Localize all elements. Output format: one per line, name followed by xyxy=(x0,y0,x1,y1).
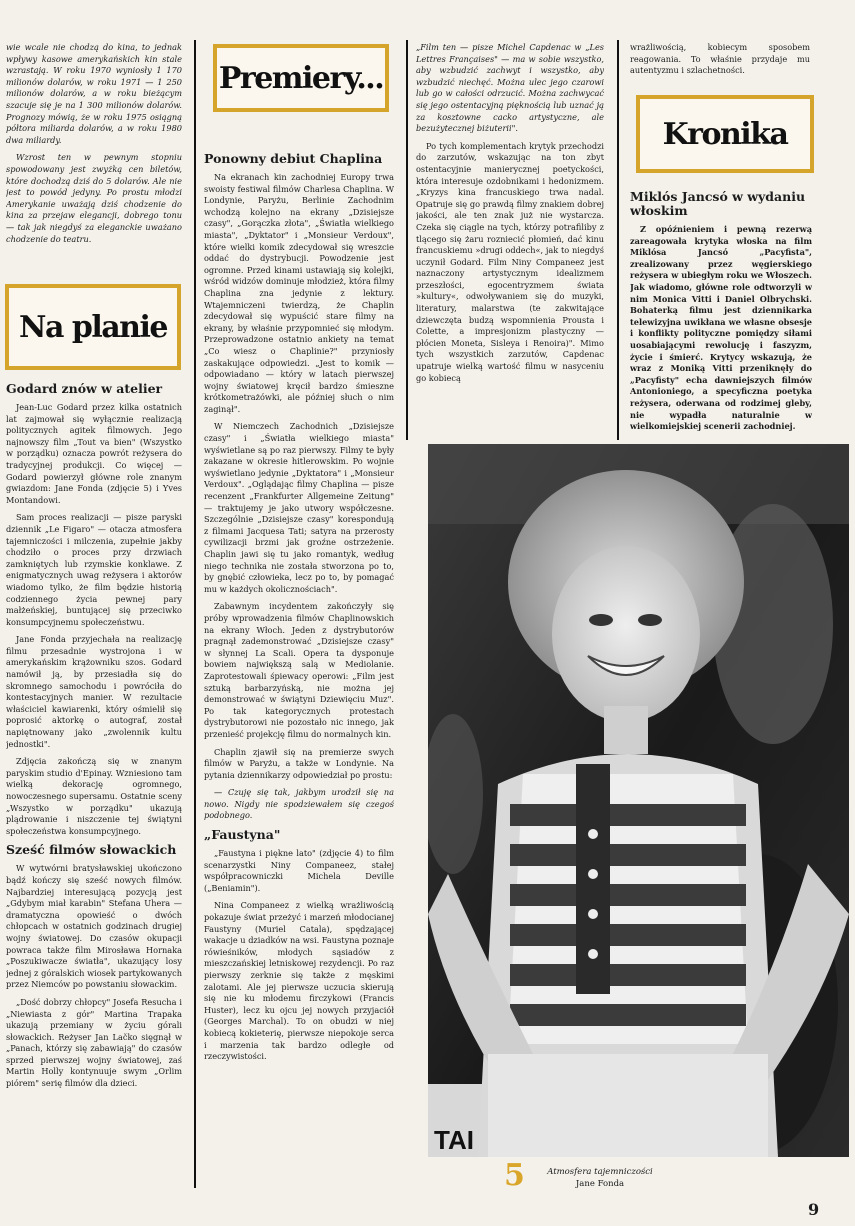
premiery-header-box xyxy=(213,44,389,112)
page-number: 9 xyxy=(808,1200,820,1219)
capdenac-quote: „Film ten — pisze Michel Capdenac w „Les Lettres Françaises" — ma w sobie wszystko, aby wzbudzić zachwyt i wszystko, aby wzbudzić niechęć. Można ulec jego czarowi lub go w całości odrzucić. Można zachwycać się jego ostentacyjną pięknością lub uznać ją za kosztowne cacko artystyczne, ale bezużytecznej biżuterii". xyxy=(416,42,604,134)
slovak-paragraph-2: „Dość dobrzy chłopcy" Josefa Resucha i „Niewiasta z gór" Martina Trapaka ukazują przemiany w życiu górali słowackich. Reżyser Jan Lačko sięgnął w „Panach, którzy się zabawiają" do czasów sprzed pierwszej wojny światowej, zaś Martin Holly kontynuuje swym „Orlim piórem" serię filmów dla dzieci. xyxy=(6,996,182,1089)
photo-illustration xyxy=(428,444,849,1157)
godard-heading: Godard znów w atelier xyxy=(6,381,163,396)
column-2-articles xyxy=(204,148,394,1190)
striped-top xyxy=(508,764,748,1044)
photo-caption xyxy=(530,1166,670,1190)
kronika-title: Kronika xyxy=(662,116,788,152)
column-1-articles xyxy=(6,378,182,1190)
jane-fonda-photo xyxy=(428,444,849,1157)
slovak-paragraph-1: W wytwórni bratysławskiej ukończono bądź kończy się sześć nowych filmów. Najbardziej interesującą pozycją jest „Gdybym miał karabin" Stefana Uhera — dramatyczna opowieść o dwóch chłopcach w ostatnich godzinach drugiej wojny światowej. Do czasów okupacji powraca także film Mirosława Hornaka „Poszukiwacze światła", ukazujący losy jednej z góralskich wiosek partykowanych przez Niemców po powstaniu słowackim. xyxy=(6,863,182,990)
chaplin-paragraph-4: Chaplin zjawił się na premierze swych filmów w Paryżu, a także w Londynie. Na pytania dziennikarzy odpowiedział po prostu: xyxy=(204,746,394,780)
chaplin-quote: — Czuję się tak, jakbym urodził się na nowo. Nigdy nie spodziewałem się czegoś podobnego. xyxy=(204,787,394,821)
na-planie-title: Na planie xyxy=(19,309,167,345)
capdenac-paragraph: Po tych komplementach krytyk przechodzi do zarzutów, wskazując na ton zbyt ostentacyjnie manierycznej poetyckości, która interesuje ozdobnikami i hedonizmem. „Kryzys kina francuskiego trwa nadal. Opatruje się go prawdą filmy znakiem dobrej jakości, ale ten znak już nie wystarcza. Czeka się ciągle na tych, którzy potrafiliby z tlącego się żaru rozniecić płomień, dać kinu francuskiemu »drugi oddech«, jak to niegdyś uczynił Godard. Film Niny Companeez jest naznaczony artystycznym idealizmem przeszłości, egocentryzmem świata »kultury«, odwoływaniem się do muzyki, literatury, malarstwa (te zakwitające dziewczęta budzą wspomnienia Prousta i Colette, a impresjonizm plastyczny — płócien Moneta, Sisleya i Renoira)". Mimo tych wszystkich zarzutów, Capdenac upatruje wielką wartość filmu w nasyceniu go kobiecą xyxy=(416,140,604,383)
premiery-title: Premiery... xyxy=(218,60,384,96)
column-divider-1 xyxy=(194,40,196,1188)
column-divider-3 xyxy=(617,40,619,440)
chaplin-paragraph-1: Na ekranach kin zachodniej Europy trwa swoisty festiwal filmów Charlesa Chaplina. W Londynie, Paryżu, Berlinie Zachodnim wchodzą kolejno na ekrany „Dzisiejsze czasy", „Gorączka złota", „Światła wielkiego miasta", „Dyktator" i „Monsieur Verdoux", które wielki komik zdecydował się wreszcie oddać do dystrybucji. Powodzenie jest ogromne. Przed kinami ustawiają się kolejki, wśród widzów dominuje młodzież, która filmy Chaplina zna jedynie z lektury. Wtajemniczeni twierdzą, że Chaplin zdecydował się wypuścić stare filmy na ekrany, by właśnie przypomnieć się młodym. Przeprowadzone ostatnio ankiety na temat „Co wiesz o Chaplinie?" przyniosły zaskakujące odpowiedzi. „Jest to komik — odpowiadano — który w latach pierwszej wojny światowej kręcił bardzo śmieszne krótkometrażówki, ale później słuch o nim zaginął". xyxy=(204,172,394,414)
photo-number: 5 xyxy=(504,1158,525,1193)
column-3-text xyxy=(416,42,604,440)
chaplin-heading: Ponowny debiut Chaplina xyxy=(204,151,383,166)
faustyna-heading: „Faustyna" xyxy=(204,827,281,843)
jancso-paragraph: Z opóźnieniem i pewną rezerwą zareagowała krytyka włoska na film Miklósa Jancsó „Pacyfista", zrealizowany przez węgierskiego reżysera w ubiegłym roku we Włoszech. Jak wiadomo, główne role odtworzyli w nim Monica Vitti i Daniel Olbrychski. Bohaterką filmu jest dziennikarka telewizyjna uwikłana we własne obsesje i konflikty polityczne pomiędzy siłami uosabiającymi rewolucję i faszyzm, życie i śmierć. Krytycy wskazują, że wraz z Moniką Vitti przeniknęły do „Pacyfisty" echa dawniejszych filmów Antonioniego, a specyficzna poetyka reżysera, oderwana od rodzimej gleby, nie wypadła naturalnie w wielkomiejskiej scenerii zachodniej. xyxy=(630,224,812,432)
intro-paragraph-2: Wzrost ten w pewnym stopniu spowodowany jest zwyżką cen biletów, które dochodzą dziś do 5 dolarów. Ale nie jest to powód jedyny. Po prostu młodzi Amerykanie uważają dziś chodzenie do kina za przejaw elegancji, dobrego tonu — tak jak niegdyś za eleganckie uważano chodzenie do teatru. xyxy=(6,152,182,244)
column-4-top xyxy=(630,42,810,90)
background-sign-text: TAI xyxy=(434,1125,474,1155)
faustyna-paragraph-2: Nina Companeez z wielką wrażliwością pokazuje świat przeżyć i marzeń młodocianej Faustyny (Muriel Catala), spędzającej wakacje u dziadków na wsi. Faustyna poznaje rówieśników, młodych sąsiadów z mieszczańskiej letniskowej rezydencji. Po raz pierwszy zerknie się także z męskimi zalotami. Ale jej pierwsze uczucia skierują się nie ku młodemu firczykowi (Francis Huster), lecz ku ojcu jej nowych przyjaciół (Georges Marchal). To on obudzi w niej kobiecą kokieterię, pierwsze niepokoje serca i marzenia tak bardzo odległe od rzeczywistości. xyxy=(204,900,394,1062)
godard-paragraph-4: Zdjęcia zakończą się w znanym paryskim studio d'Epinay. Wzniesiono tam wielką dekorację ogromnego, nowoczesnego supersamu. Ostatnie sceny „Wszystko w porządku" ukazują plądrowanie i niszczenie tej świątyni społeczeństwa konsumpcyjnego. xyxy=(6,756,182,836)
faustyna-paragraph-1: „Faustyna i piękne lato" (zdjęcie 4) to film scenarzystki Niny Companeez, stałej współpracowniczki Michela Deville („Beniamin"). xyxy=(204,848,394,893)
godard-paragraph-1: Jean-Luc Godard przez kilka ostatnich lat zajmował się wyłącznie realizacją politycznych agitek filmowych. Jego najnowszy film „Tout va bien" (Wszystko w porządku) oznacza powrót reżysera do tradycyjnej produkcji. Co więcej — Godard powierzył główne role znanym gwiazdom: Jane Fonda (zdjęcie 5) i Yves Montandowi. xyxy=(6,402,182,505)
slovak-films-heading: Sześć filmów słowackich xyxy=(6,842,177,858)
caption-title: Atmosfera tajemniczości xyxy=(547,1167,653,1177)
column-divider-2 xyxy=(406,40,408,440)
column-1-top xyxy=(6,42,182,267)
na-planie-header-box xyxy=(5,284,181,370)
kronika-header-box xyxy=(636,95,814,173)
intro-paragraph-1: wie wcale nie chodzą do kina, to jednak wpływy kasowe amerykańskich kin stale wzrastają. W roku 1970 wyniosły 1 170 milionów dolarów, w roku 1971 — 1 250 milionów dolarów, a w roku bieżącym szacuje się je na 1 300 milionów dolarów. Prognozy mówią, że w roku 1975 osiągną półtora miliarda dolarów, a w roku 1980 dwa miliardy. xyxy=(6,42,182,145)
caption-name: Jane Fonda xyxy=(575,1179,625,1189)
godard-paragraph-2: Sam proces realizacji — pisze paryski dziennik „Le Figaro" — otacza atmosfera tajemniczości i milczenia, zupełnie jakby chodziło o proces przy drzwiach zamkniętych lub rzymskie konklawe. Z enigmatycznych uwag reżysera i aktorów wiadomo tylko, że film będzie historią codziennego życia pewnej pary małżeńskiej, buntującej się przeciwko konsumpcyjnemu społeczeństwu. xyxy=(6,512,182,627)
column-4-article xyxy=(630,186,812,436)
chaplin-paragraph-2: W Niemczech Zachodnich „Dzisiejsze czasy" i „Światła wielkiego miasta" wyświetlane są po raz pierwszy. Filmy te były zakazane w okresie hitlerowskim. Po wojnie wyświetlano jedynie „Dyktatora" i „Monsieur Verdoux". „Oglądając filmy Chaplina — pisze recenzent „Frankfurter Allgemeine Zeitung" — traktujemy je jako utwory współczesne. Szczególnie „Dzisiejsze czasy" korespondują z filmami Jacquesa Tati; satyra na przerosty cywilizacji brzmi jak groźne ostrzeżenie. Chaplin jawi się tu jako romantyk, według niego technika nie została stworzona po to, by gnębić człowieka, lecz po to, by pomagać mu w każdych okolicznościach". xyxy=(204,421,394,594)
chaplin-paragraph-3: Zabawnym incydentem zakończyły się próby wprowadzenia filmów Chaplinowskich na ekrany Włoch. Jeden z dystrybutorów pragnął zademonstrować „Dzisiejsze czasy" w słynnej La Scali. Opera ta dysponuje bowiem największą salą w Mediolanie. Zaprotestowali śpiewacy operowi: „Film jest sztuką barbarzyńską, nie można jej demonstrować w świątyni Dziewięciu Muz". Po tak kategorycznych protestach dystrybutorowi nie pozostało nic innego, jak przenieść projekcję filmu do normalnych kin. xyxy=(204,601,394,739)
col4-continuation: wrażliwością, kobiecym sposobem reagowania. To właśnie przydaje mu autentyzmu i szlachetności. xyxy=(630,42,810,76)
jancso-heading: Miklós Jancsó w wydaniu włoskim xyxy=(630,189,806,218)
godard-paragraph-3: Jane Fonda przyjechała na realizację filmu przesadnie wystrojona i w amerykańskim krążowniku szos. Godard namówił ją, by przesiadła się do skromnego samochodu i powróciła do kontestacyjnych manier. W rezultacie właściciel kawiarenki, który ośmielił się poprosić aktorkę o autograf, został napiętnowany jako „zwolennik kultu jednostki". xyxy=(6,634,182,749)
